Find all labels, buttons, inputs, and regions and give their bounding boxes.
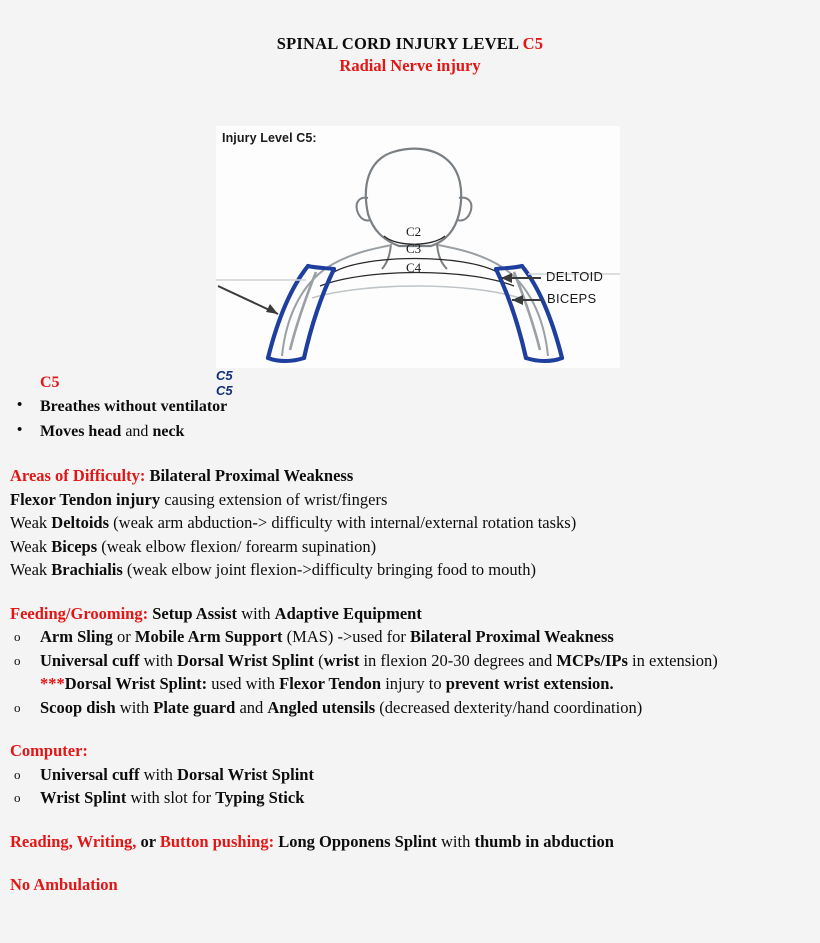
difficulty-line-3-bold: Brachialis [51,560,123,579]
neck-left-line [382,244,391,269]
reading-writing-red-1: Reading, Writing, [10,831,137,851]
difficulty-line-3-rest: (weak elbow joint flexion->difficulty bringing food to mouth) [122,560,536,579]
reading-writing-line [10,830,820,854]
difficulty-line-0-rest: causing extension of wrist/fingers [160,489,388,509]
areas-of-difficulty-heading: Areas of Difficulty: [10,466,146,485]
difficulty-line-2-bold: Biceps [51,536,98,556]
difficulty-line-2-rest: (weak elbow flexion/ forearm supination) [97,536,377,556]
c5-section-heading: C5 [40,374,60,391]
computer-heading-line [10,739,820,763]
reading-writing-red-2: Button pushing: [159,831,275,851]
ambulation-section [0,873,820,897]
computer-item-0-segments: Universal cuff with Dorsal Wrist Splint [40,764,314,784]
document-title [0,0,820,76]
c5-item-1-bold: Moves head [40,423,122,440]
c5-item-0-bold: Breathes without ventilator [40,398,228,415]
difficulty-line-2-pre: Weak [10,536,52,556]
c5-item-1-bold2: neck [152,423,185,440]
note-stars: *** [40,674,65,693]
feeding-last-item-segments: Scoop dish with Plate guard and Angled utensils (decreased dexterity/hand coordination) [40,697,643,717]
feeding-grooming-list-2 [0,696,820,720]
difficulty-line-1-bold: Deltoids [51,513,110,532]
torso-line [312,286,520,298]
figure-caption: Injury Level C5: [222,131,317,145]
difficulty-line-1-rest: (weak arm abduction-> difficulty with internal/external rotation tasks) [109,513,577,532]
feeding-grooming-heading-line [10,602,820,626]
areas-of-difficulty-heading-rest: Bilateral Proximal Weakness [145,466,354,485]
reading-writing-or: or [136,831,160,851]
ambulation-text: No Ambulation [10,875,118,894]
computer-item-1-segments: Wrist Splint with slot for Typing Stick [40,788,305,807]
difficulty-line-1 [10,511,820,535]
c5-function-list [0,394,820,444]
areas-of-difficulty-heading-line [10,464,820,488]
title-text-level: C5 [522,34,544,53]
vertebra-label-c3: C3 [406,241,422,256]
list-item [40,786,820,810]
dermatome-label-c5-left: C5 [216,368,233,383]
list-item [40,649,820,673]
title-line-secondary: Radial Nerve injury [339,56,481,75]
areas-of-difficulty-section [0,464,820,582]
feeding-item-0-segments: Arm Sling or Mobile Arm Support (MAS) ->used for Bilateral Proximal Weakness [40,627,614,646]
title-text-black: SPINAL CORD INJURY LEVEL [276,34,523,53]
list-item [40,625,820,649]
list-item [40,419,820,444]
c5-dermatome-right-bottom [526,358,562,361]
shoulder-left-outline [282,245,392,356]
feeding-grooming-section [0,602,820,720]
c5-dermatome-left-bottom [268,358,304,361]
feeding-grooming-mid: with [237,603,275,623]
feeding-grooming-bold1: Setup Assist [148,603,238,623]
left-arrowhead [266,304,278,314]
feeding-note-segments: Dorsal Wrist Splint: used with Flexor Tendon injury to prevent wrist extension. [64,674,614,693]
feeding-item-1-segments: Universal cuff with Dorsal Wrist Splint (wrist in flexion 20-30 degrees and MCPs/IPs in extension) [40,650,718,670]
computer-section [0,739,820,810]
feeding-grooming-heading: Feeding/Grooming: [10,603,149,623]
c5-item-1-mid: and [121,423,153,440]
muscle-label-biceps: BICEPS [547,291,597,306]
vertebra-label-c2: C2 [406,224,422,239]
neck-right-line [437,244,447,269]
muscle-label-deltoid: DELTOID [546,269,604,284]
c5-dermatome-left-inner [304,269,334,358]
computer-heading: Computer: [10,741,88,760]
title-line-primary [0,33,820,54]
document-body [0,372,820,897]
dermatome-label-c5-right: C5 [216,383,233,398]
difficulty-line-1-pre: Weak [10,513,52,532]
computer-list [0,763,820,810]
difficulty-line-2 [10,535,820,559]
difficulty-line-0 [10,488,820,512]
difficulty-line-0-bold: Flexor Tendon injury [10,489,161,509]
feeding-note-line [40,672,820,696]
feeding-grooming-list [0,625,820,672]
list-item [40,763,820,787]
vertebra-label-c4: C4 [406,260,422,275]
feeding-grooming-bold2: Adaptive Equipment [274,603,422,623]
list-item [40,696,820,720]
difficulty-line-3-pre: Weak [10,560,52,579]
reading-writing-segments: Long Opponens Splint with thumb in abduction [274,831,614,851]
list-item [40,394,820,419]
ambulation-line [10,873,820,897]
anatomy-figure [216,126,620,398]
difficulty-line-3 [10,558,820,582]
reading-writing-section [0,830,820,854]
